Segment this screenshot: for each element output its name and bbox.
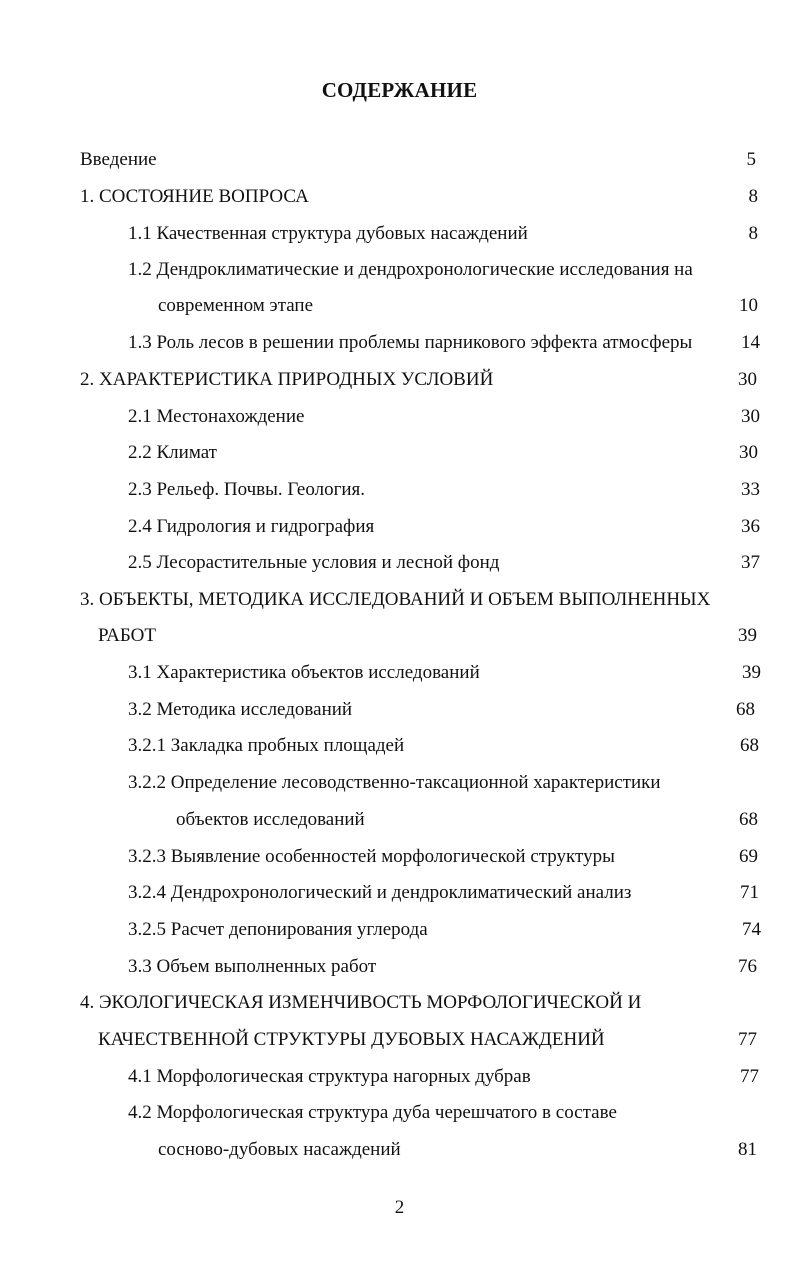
toc-entry-page: 68 [739,809,758,830]
toc-entry-text: 3. ОБЪЕКТЫ, МЕТОДИКА ИССЛЕДОВАНИЙ И ОБЪЕМ ВЫПОЛНЕННЫХ [80,589,711,610]
toc-entry-text: 3.2.5 Расчет депонирования углерода [128,919,428,940]
toc-entry-text: 3.2.2 Определение лесоводственно-таксационной характеристики [128,772,661,793]
toc-entry-text: 3.2.1 Закладка пробных площадей [128,735,405,756]
toc-entry-text: 2.5 Лесорастительные условия и лесной фонд [128,552,500,573]
toc-entry-page: 37 [741,552,760,573]
toc-entry-text: 1.1 Качественная структура дубовых насаждений [128,223,528,244]
toc-entry-text: 3.2.4 Дендрохронологический и дендроклиматический анализ [128,882,632,903]
toc-entry-text: Введение [80,149,157,170]
toc-entry-text: 1. СОСТОЯНИЕ ВОПРОСА [80,186,309,207]
toc-entry-page: 30 [738,369,757,390]
toc-entry-text: 4. ЭКОЛОГИЧЕСКАЯ ИЗМЕНЧИВОСТЬ МОРФОЛОГИЧЕСКОЙ И [80,992,642,1013]
toc-entry-page: 76 [738,956,757,977]
toc-entry-text: сосново-дубовых насаждений [158,1139,401,1160]
toc-entry-page: 39 [742,662,761,683]
toc-entry-text: 3.1 Характеристика объектов исследований [128,662,480,683]
toc-entry-text: КАЧЕСТВЕННОЙ СТРУКТУРЫ ДУБОВЫХ НАСАЖДЕНИЙ [98,1029,605,1050]
toc-entry-page: 8 [748,186,758,207]
toc-entry-text: 4.1 Морфологическая структура нагорных дубрав [128,1066,531,1087]
toc-entry-page: 68 [736,699,755,720]
toc-entry-page: 77 [738,1029,757,1050]
page-title: СОДЕРЖАНИЕ [321,78,478,102]
toc-entry-page: 30 [739,442,758,463]
toc-entry-page: 33 [741,479,760,500]
toc-entry-text: 2. ХАРАКТЕРИСТИКА ПРИРОДНЫХ УСЛОВИЙ [80,369,494,390]
toc-entry-text: 1.3 Роль лесов в решении проблемы парникового эффекта атмосферы [128,332,693,353]
toc-entry-page: 39 [738,625,757,646]
toc-entry-text: 2.3 Рельеф. Почвы. Геология. [128,479,366,500]
toc-entry-page: 77 [740,1066,759,1087]
toc-entry-text: 3.2.3 Выявление особенностей морфологической структуры [128,846,615,867]
toc-entry-page: 14 [741,332,760,353]
toc-entry-text: 4.2 Морфологическая структура дуба черешчатого в составе [128,1102,617,1123]
toc-entry-text: 3.2 Методика исследований [128,699,353,720]
toc-entry-text: 3.3 Объем выполненных работ [128,956,377,977]
page-number: 2 [394,1197,405,1218]
toc-entry-text: 2.4 Гидрология и гидрография [128,516,375,537]
toc-entry-page: 5 [746,149,756,170]
toc-entry-text: РАБОТ [98,625,156,646]
toc-entry-page: 74 [742,919,761,940]
toc-entry-page: 69 [739,846,758,867]
toc-entry-page: 30 [741,406,760,427]
toc-entry-page: 71 [740,882,759,903]
toc-entry-text: 2.2 Климат [128,442,217,463]
toc-entry-page: 81 [738,1139,757,1160]
toc-entry-page: 8 [748,223,758,244]
toc-entry-text: современном этапе [158,295,314,316]
toc-entry-page: 36 [741,516,760,537]
toc-entry-text: 2.1 Местонахождение [128,406,305,427]
toc-entry-text: объектов исследований [176,809,365,830]
toc-entry-text: 1.2 Дендроклиматические и дендрохронологические исследования на [128,259,693,280]
toc-entry-page: 10 [739,295,758,316]
toc-entry-page: 68 [740,735,759,756]
